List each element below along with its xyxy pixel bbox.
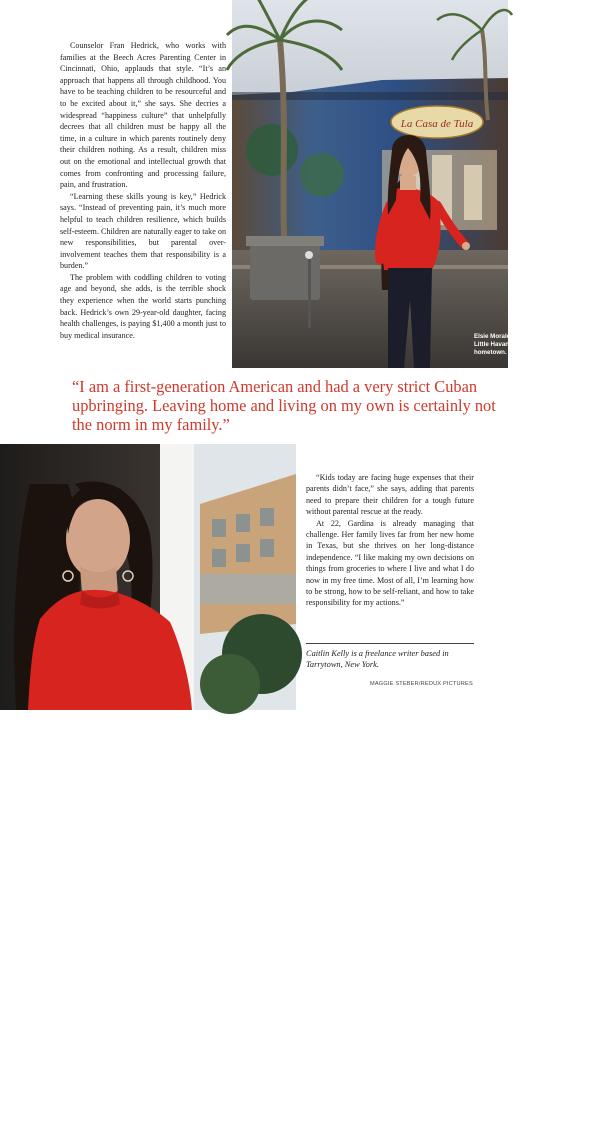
author-bio: Caitlin Kelly is a freelance writer based in Tarrytown, New York. [306,649,449,670]
mural-photo-illustration [232,0,508,368]
photo-credit: MAGGIE STEBER/REDUX PICTURES [370,681,473,687]
article-paragraph: The problem with coddling children to voting age and beyond, she adds, is the terrible shock they experience when the world starts punching back. Hedrick’s own 29-year-old daughter, facing health challenges, is paying $1,400 a month just to buy medical insurance. [60,272,226,340]
page-folio [22,1124,70,1131]
mural-sign-text: La Casa de Tula [400,118,474,130]
bio-divider [306,643,474,644]
article-paragraph: At 22, Gardina is already managing that challenge. Her family lives far from her new home in Texas, but she thrives on her long-distance independence. “I like making my own decisions on things from groceries to where I live and what I do now in my free time. Most of all, I’m learning how to be strong, how to be self-reliant, and how to take responsibility for my actions.” [306,518,474,608]
article-paragraph: “Kids today are facing huge expenses that their parents didn’t face,” she says, adding that parents need to prepare their children for a tough future without parental rescue at the ready. [306,473,474,517]
pull-quote: “I am a first-generation American and had a very strict Cuban upbringing. Leaving home and living on my own is certainly not the norm in my family.” [72,377,496,434]
portrait-photo-illustration [0,444,296,710]
article-paragraph: Counselor Fran Hedrick, who works with families at the Beech Acres Parenting Center in Cincinnati, Ohio, applauds that style. “It’s an approach that happens all through childhood. You have to be teaching children to be resourceful and to be excited about it,” she says. She decries a widespread “happiness culture” that unhelpfully decrees that all children must be happy all the time, in a culture in which parents routinely deny their children nothing. As a result, children miss out on the emotional and intellectual growth that comes from confronting and processing failure, pain, and frustration. [60,41,226,190]
issue-label: • spring 2009 [29,1124,70,1131]
left-article-column [60,40,226,341]
photo-caption: Elsie Morales loves the ambiance of Little Havana in Miami, her new hometown. [474,333,580,356]
photo-woman-portrait [0,444,296,1131]
photo-woman-mural [232,0,580,368]
right-article-column [306,472,474,609]
page-number: 26 [22,1124,30,1131]
article-paragraph: “Learning these skills young is key,” Hedrick says. “Instead of preventing pain, it’s much more helpful to teach children resilience, which builds self-esteem. Children are naturally eager to take on new responsibilities, but parental over-involvement teaches them that responsibility is a burden.” [60,191,226,271]
